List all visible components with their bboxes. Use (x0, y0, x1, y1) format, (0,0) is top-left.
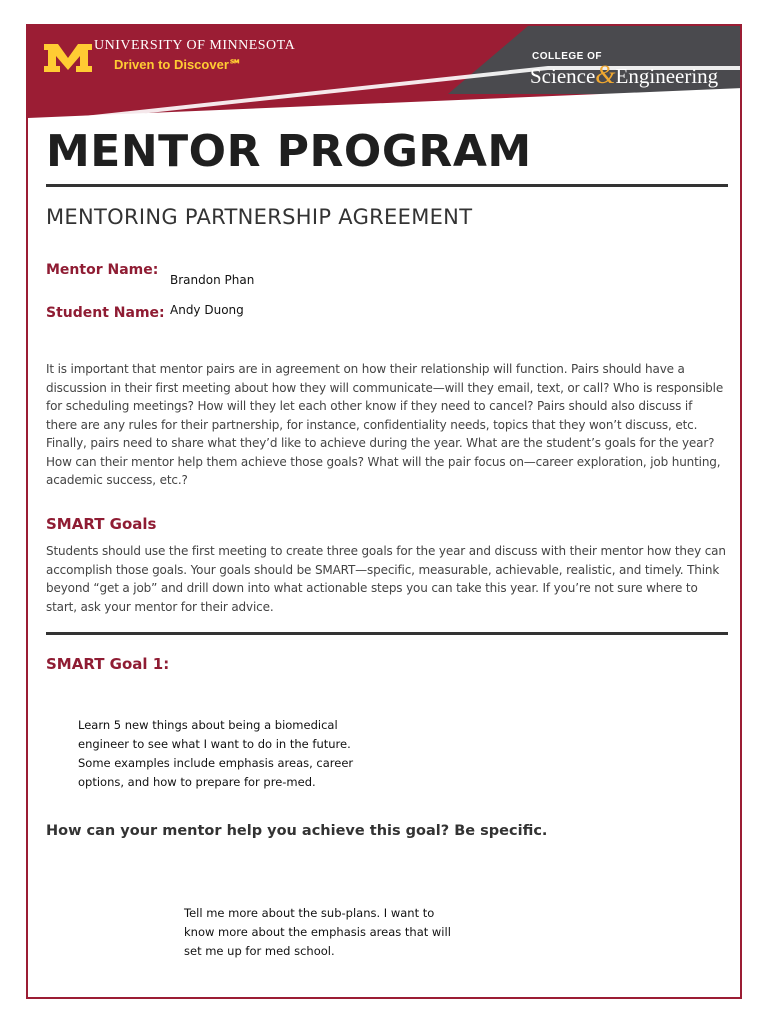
mentor-help-question: How can your mentor help you achieve this goal? Be specific. (46, 823, 548, 839)
smart-goals-text: Students should use the first meeting to create three goals for the year and discuss with their mentor how they can accomplish those goals. Your goals should be SMART—specific, measurable, achievable, realistic, and timely. Think beyond “get a job” and drill down into what actionable steps you can take this year. If you’re not sure where to start, ask your mentor for their advice. (46, 544, 726, 614)
college-of-label: COLLEGE OF (532, 51, 602, 62)
smart-goals-heading: SMART Goals (46, 515, 157, 533)
document-page (26, 24, 742, 999)
page-title: MENTOR PROGRAM (46, 126, 532, 177)
college-word-science: Science (530, 64, 596, 88)
student-name-value: Andy Duong (170, 303, 244, 317)
title-divider (46, 184, 728, 187)
smart-goal-1-heading: SMART Goal 1: (46, 655, 170, 673)
page-subtitle: MENTORING PARTNERSHIP AGREEMENT (46, 205, 473, 229)
university-name: UNIVERSITY OF MINNESOTA (94, 38, 296, 53)
university-m-logo (42, 40, 94, 74)
mentor-name-label: Mentor Name: (46, 262, 159, 278)
mentor-name-value: Brandon Phan (170, 273, 255, 287)
section-divider (46, 632, 728, 635)
college-name (530, 60, 718, 90)
mentor-help-answer: Tell me more about the sub-plans. I want to know more about the emphasis areas that will set me up for med school. (184, 906, 451, 958)
university-tagline: Driven to Discover℠ (114, 57, 243, 72)
student-name-label: Student Name: (46, 305, 165, 321)
smart-goal-1-answer: Learn 5 new things about being a biomedical engineer to see what I want to do in the future. Some examples include emphasis areas, career options, and how to prepare for pre-med. (78, 718, 354, 789)
intro-paragraph: It is important that mentor pairs are in agreement on how their relationship will function. Pairs should have a discussion in their first meeting about how they will communicate—will they email, text, or call? Who is responsible for scheduling meetings? How will they let each other know if they need to cancel? Pairs should also discuss if there are any rules for their partnership, for instance, confidentiality needs, topics that they won’t discuss, etc. Finally, pairs need to share what they’d like to achieve during the year. What are the student’s goals for the year? How can their mentor help them achieve those goals? What will the pair focus on—career exploration, job hunting, academic success, etc.? (46, 362, 724, 487)
college-ampersand: & (595, 60, 616, 89)
college-word-engineering: Engineering (615, 64, 719, 88)
